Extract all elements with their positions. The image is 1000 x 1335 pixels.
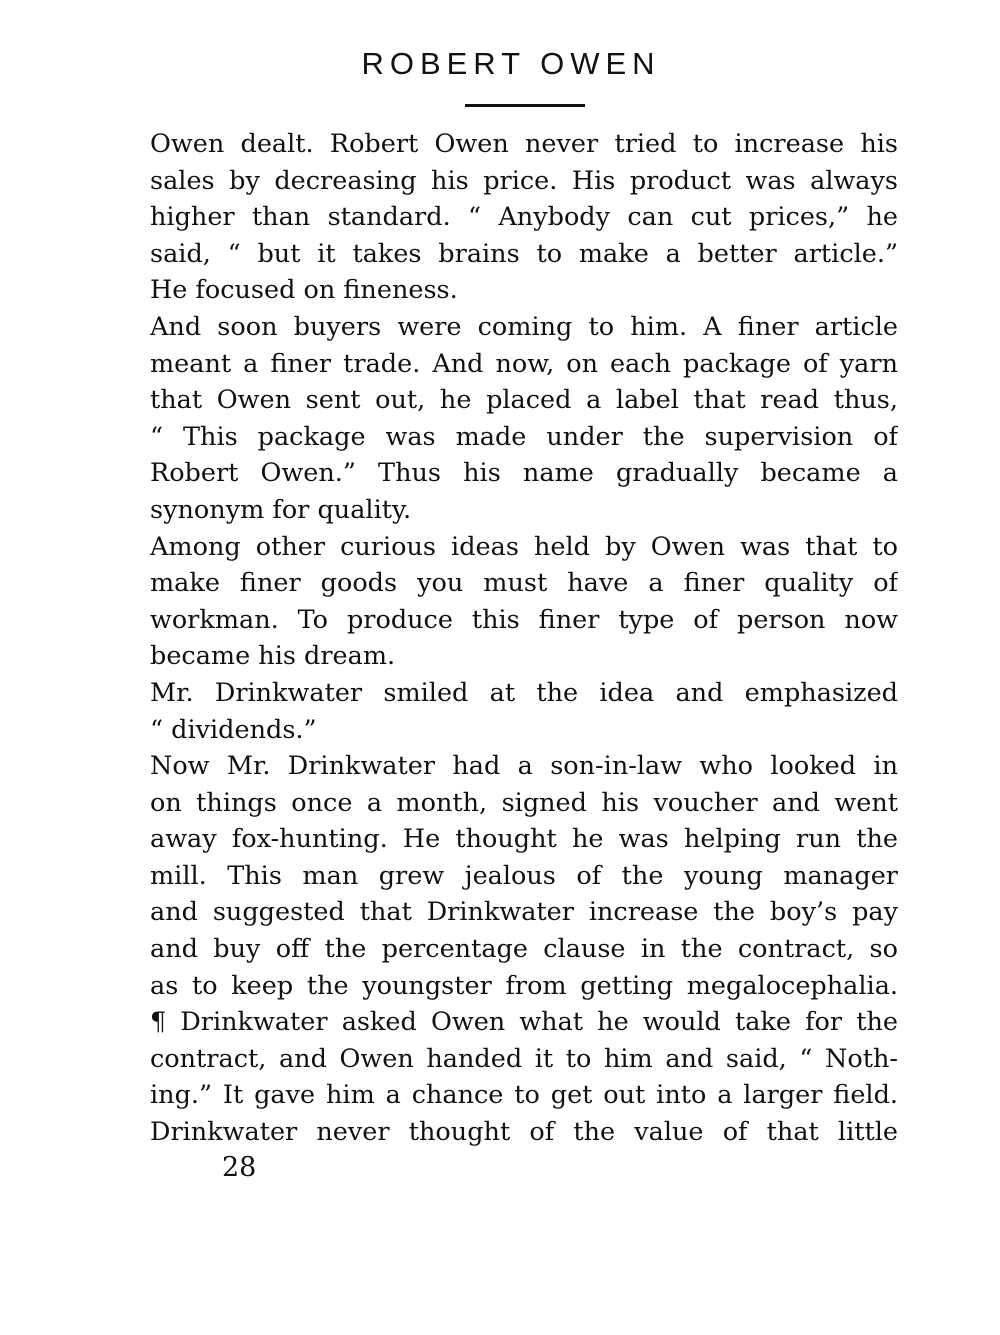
text-line: “ dividends.” [150, 714, 317, 745]
body-text [150, 126, 898, 1151]
text-line: meant a finer trade. And now, on each package of yarn [150, 348, 898, 379]
page-number: 28 [222, 1152, 257, 1183]
text-line: mill. This man grew jealous of the young manager [150, 860, 898, 891]
text-line: Drinkwater never thought of the value of that little [150, 1117, 898, 1148]
text-line: contract, and Owen handed it to him and said, “ Noth- [150, 1043, 898, 1074]
text-line: became his dream. [150, 641, 396, 672]
text-line: Among other curious ideas held by Owen was that to [150, 531, 898, 562]
text-line: And soon buyers were coming to him. A finer article [150, 311, 898, 342]
text-line: synonym for quality. [150, 494, 412, 525]
text-line: on things once a month, signed his voucher and went [150, 787, 898, 818]
text-line: workman. To produce this finer type of person now [150, 604, 898, 635]
text-line: and suggested that Drinkwater increase the boy’s pay [150, 897, 898, 928]
text-line: make finer goods you must have a finer quality of [150, 568, 898, 599]
text-line: He focused on fineness. [150, 275, 458, 306]
text-line: “ This package was made under the supervision of [150, 421, 898, 452]
text-line: ¶ Drinkwater asked Owen what he would take for the [150, 1007, 898, 1038]
text-line: Mr. Drinkwater smiled at the idea and emphasized [150, 677, 898, 708]
header-rule [465, 104, 585, 107]
text-line: as to keep the youngster from getting megalocephalia. [150, 970, 898, 1001]
text-line: that Owen sent out, he placed a label that read thus, [150, 385, 898, 416]
text-line: sales by decreasing his price. His product was always [150, 165, 898, 196]
running-title: ROBERT OWEN [361, 46, 661, 81]
text-line: and buy off the percentage clause in the contract, so [150, 934, 898, 965]
text-line: away fox-hunting. He thought he was helping run the [150, 824, 898, 855]
text-line: Now Mr. Drinkwater had a son-in-law who looked in [150, 751, 898, 782]
text-line: Robert Owen.” Thus his name gradually became a [150, 458, 898, 489]
text-line: said, “ but it takes brains to make a better article.” [150, 238, 898, 269]
text-line: ing.” It gave him a chance to get out into a larger field. [150, 1080, 898, 1111]
text-line: higher than standard. “ Anybody can cut prices,” he [150, 202, 898, 233]
text-line: Owen dealt. Robert Owen never tried to increase his [150, 129, 898, 159]
